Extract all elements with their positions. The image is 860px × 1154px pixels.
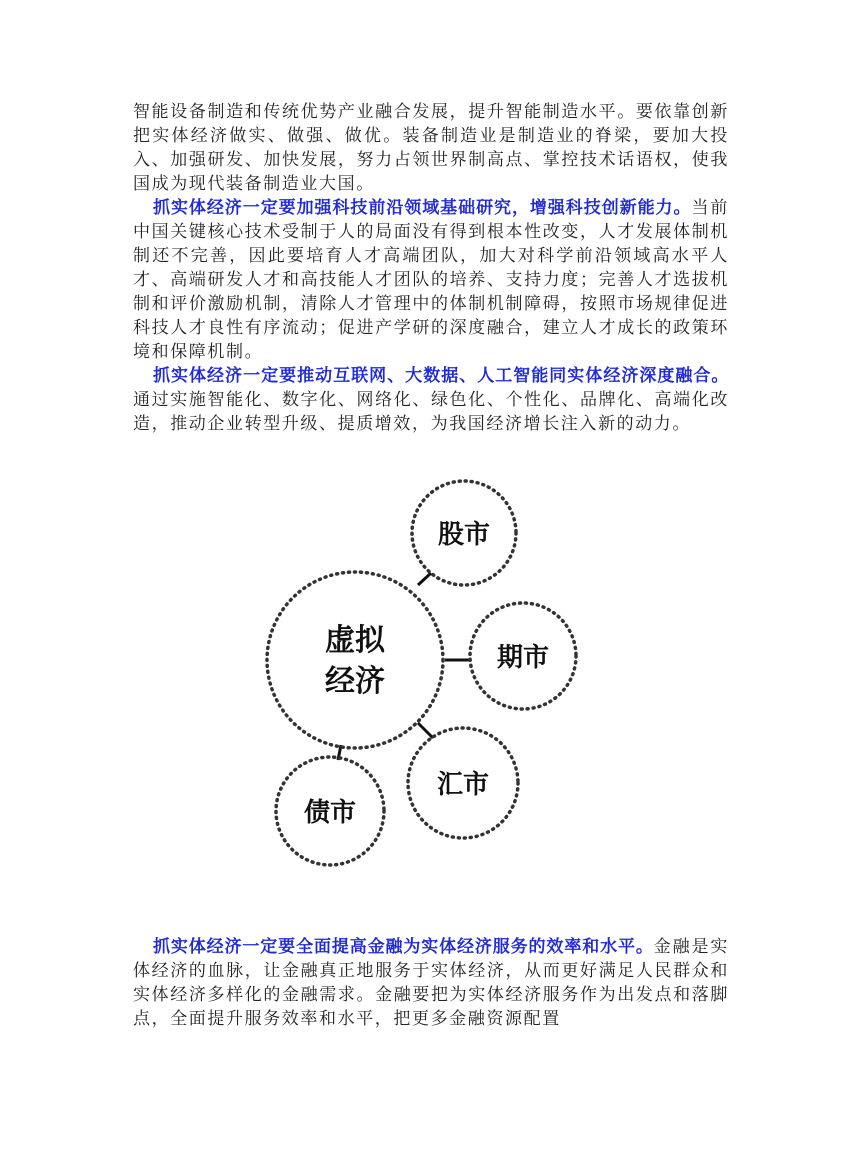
virtual-economy-diagram [133,455,729,925]
paragraph-4-highlight: 抓实体经济一定要全面提高金融为实体经济服务的效率和水平。 [153,937,654,957]
paragraph-3-text: 通过实施智能化、数字化、网络化、绿色化、个性化、品牌化、高端化改造，推动企业转型升级、提质增效，为我国经济增长注入新的动力。 [133,390,729,434]
paragraph-1-text: 智能设备制造和传统优势产业融合发展，提升智能制造水平。要依靠创新把实体经济做实、做强、做优。装备制造业是制造业的脊梁，要加大投入、加强研发、加快发展，努力占领世界制高点、掌控技术话语权，使我国成为现代装备制造业大国。 [133,102,729,194]
center-label-line1: 虚拟 [325,623,385,658]
article-body-bottom [133,935,729,1031]
node-label-gushi: 股市 [437,520,491,550]
diagram-svg [133,455,729,925]
paragraph-2-text: 当前中国关键核心技术受制于人的局面没有得到根本性改变，人才发展体制机制还不完善，因此要培育人才高端团队，加大对科学前沿领域高水平人才、高端研发人才和高技能人才团队的培养、支持力度；完善人才选拔机制和评价激励机制，清除人才管理中的体制机制障碍，按照市场规律促进科技人才良性有序流动；促进产学研的深度融合，建立人才成长的政策环境和保障机制。 [133,198,730,362]
paragraph-2 [133,196,729,364]
connector-gushi [418,573,431,585]
center-label-line2: 经济 [325,664,385,699]
paragraph-1 [133,100,729,196]
node-label-qishi: 期市 [496,643,550,673]
paragraph-3 [133,364,729,436]
node-label-huishi: 汇市 [436,770,490,800]
connector-huishi [418,723,433,738]
paragraph-4 [133,935,729,1031]
paragraph-2-highlight: 抓实体经济一定要加强科技前沿领域基础研究，增强科技创新能力。 [153,198,692,218]
paragraph-4-text: 金融是实体经济的血脉，让金融真正地服务于实体经济，从而更好满足人民群众和实体经济多样化的金融需求。金融要把为实体经济服务作为出发点和落脚点，全面提升服务效率和水平，把更多金融资源配置 [133,937,729,1029]
article-body-top [133,100,729,436]
paragraph-3-highlight: 抓实体经济一定要推动互联网、大数据、人工智能同实体经济深度融合。 [153,366,729,386]
center-circle [267,572,443,748]
node-label-zhaishi: 债市 [303,798,357,828]
